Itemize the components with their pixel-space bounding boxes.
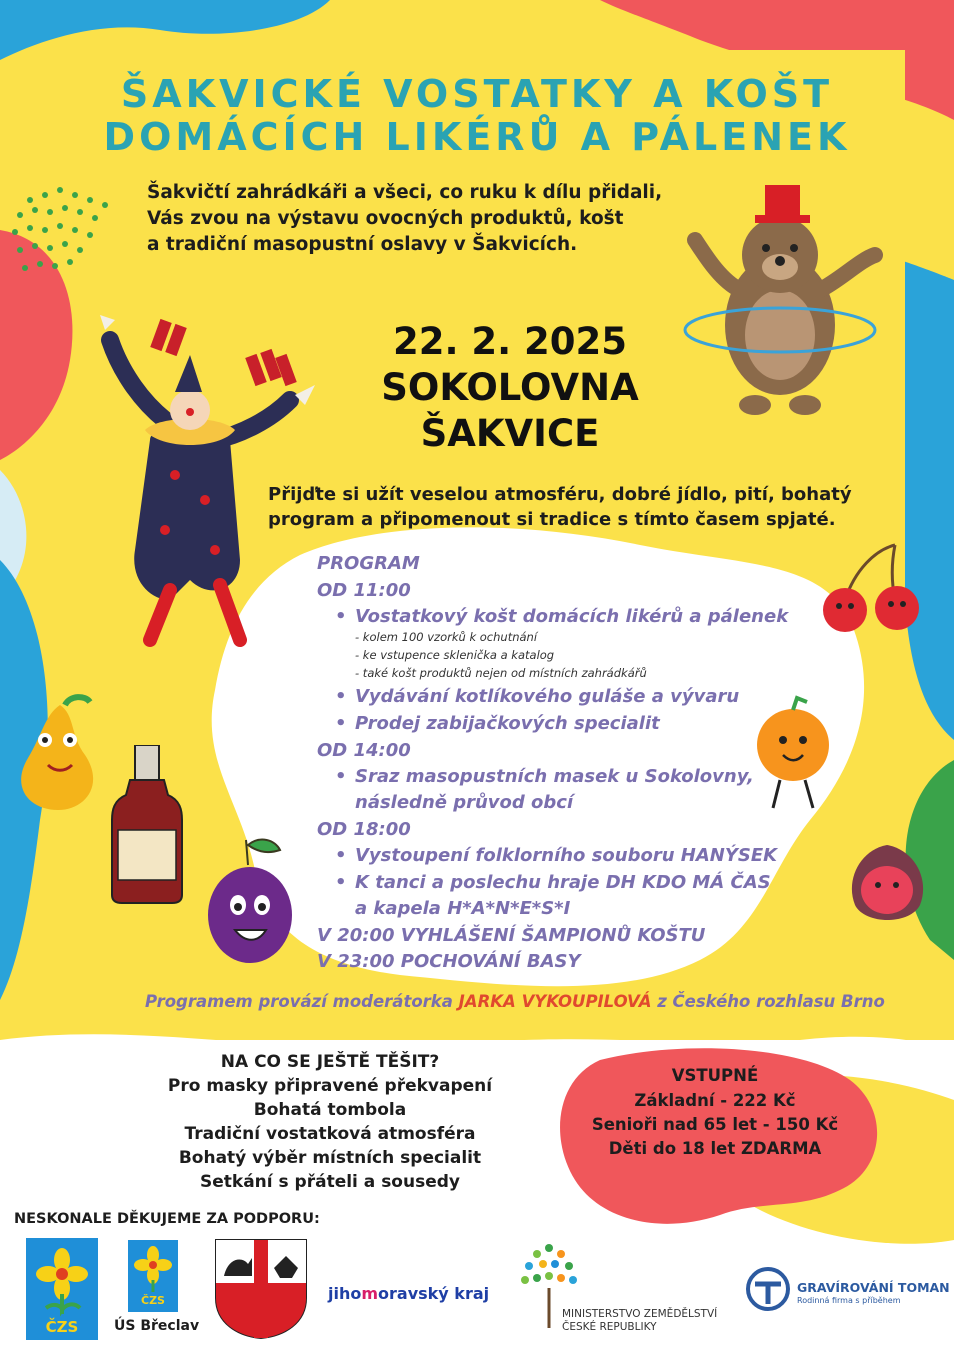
orange-illustration — [735, 690, 845, 820]
bottle-illustration — [108, 745, 186, 905]
coat-of-arms-logo — [214, 1238, 308, 1340]
toman-logo-icon — [745, 1266, 791, 1312]
sponsors-heading: NESKONALE DĚKUJEME ZA PODPORU: — [14, 1211, 320, 1227]
kraj-text-a: jiho — [328, 1284, 362, 1303]
extras-item: Tradiční vostatková atmosféra — [184, 1124, 476, 1144]
intro-line: Vás zvou na výstavu ovocných produktů, košt — [147, 208, 624, 229]
moderator-after: z Českého rozhlasu Brno — [651, 992, 885, 1011]
program-event: V 23:00 POCHOVÁNÍ BASY — [317, 951, 581, 972]
program-event: V 20:00 VYHLÁŠENÍ ŠAMPIONŮ KOŠTU — [317, 925, 706, 946]
program-subitem: - také košt produktů nejen od místních zahrádkářů — [355, 666, 647, 680]
graving-name: GRAVÍROVÁNÍ TOMAN — [797, 1280, 950, 1295]
kraj-text-b: m — [361, 1284, 379, 1303]
ministry-name-2: ČESKÉ REPUBLIKY — [562, 1321, 657, 1333]
kraj-text-c: oravský kraj — [378, 1284, 490, 1303]
event-town: ŠAKVICE — [420, 412, 600, 455]
extras-item: Pro masky připravené překvapení — [167, 1076, 493, 1096]
czs-small-label: ČZS — [141, 1294, 165, 1307]
jihomoravsky-kraj-logo — [328, 1284, 489, 1303]
intro-line: Šakvičtí zahrádkáři a všeci, co ruku k dílu přidali, — [147, 182, 663, 203]
event-date: 22. 2. 2025 — [392, 320, 628, 363]
program-subitem: - kolem 100 vzorků k ochutnání — [355, 630, 538, 644]
czs-logo — [26, 1238, 98, 1340]
extras-item: Bohatý výběr místních specialit — [178, 1148, 482, 1168]
program-time: OD 11:00 — [317, 580, 411, 601]
ministry-name-1: MINISTERSTVO ZEMĚDĚLSTVÍ — [562, 1308, 718, 1320]
fee-line: Senioři nad 65 let - 150 Kč — [591, 1115, 839, 1134]
fee-line: Základní - 222 Kč — [634, 1091, 796, 1110]
plum-illustration — [200, 835, 300, 970]
extras-heading: NA CO SE JEŠTĚ TĚŠIT? — [220, 1052, 440, 1072]
intro-text — [147, 180, 747, 258]
czs-logo-small — [128, 1240, 178, 1312]
us-breclav-label: ÚS Břeclav — [114, 1318, 200, 1334]
invite-text — [268, 482, 908, 532]
pear-illustration — [10, 690, 105, 815]
moderator-before: Programem provází moderátorka — [145, 992, 459, 1011]
flower-icon — [128, 1240, 178, 1294]
event-venue: SOKOLOVNA — [381, 366, 639, 409]
invite-line: program a připomenout si tradice s tímto časem spjaté. — [268, 509, 836, 530]
flower-icon — [26, 1238, 98, 1318]
graving-tagline: Rodinná firma s příběhem — [797, 1296, 901, 1305]
moderator-name: JARKA VYKOUPILOVÁ — [458, 992, 652, 1011]
moderator-line — [145, 992, 885, 1011]
bear-illustration — [680, 185, 890, 425]
program-time: OD 14:00 — [317, 740, 411, 761]
title-line-1: ŠAKVICKÉ VOSTATKY A KOŠT — [120, 72, 834, 116]
invite-line: Přijďte si užít veselou atmosféru, dobré jídlo, pití, bohatý — [268, 484, 852, 505]
program-item-continued: následně průvod obcí — [355, 792, 574, 813]
title-line-2: DOMÁCÍCH LIKÉRŮ A PÁLENEK — [103, 115, 851, 159]
program-time: OD 18:00 — [317, 819, 411, 840]
czs-label: ČZS — [45, 1318, 79, 1336]
program-item: • Sraz masopustních masek u Sokolovny, — [355, 766, 754, 787]
intro-line: a tradiční masopustní oslavy v Šakvicích. — [147, 234, 578, 255]
program-item: • Prodej zabijačkových specialit — [355, 713, 660, 734]
fees-heading: VSTUPNÉ — [671, 1066, 759, 1085]
program-item: • Vostatkový košt domácích likérů a pálenek — [355, 606, 788, 627]
program-item: • Vystoupení folklorního souboru HANÝSEK — [355, 845, 777, 866]
program-item: • K tanci a poslechu hraje DH KDO MÁ ČAS — [355, 872, 771, 893]
program-item-continued: a kapela H*A*N*E*S*I — [355, 898, 571, 919]
program-subitem: - ke vstupence sklenička a katalog — [355, 648, 555, 662]
extras-item: Bohatá tombola — [253, 1100, 407, 1120]
fee-line: Děti do 18 let ZDARMA — [608, 1139, 822, 1158]
fig-illustration — [840, 835, 935, 930]
program-item: • Vydávání kotlíkového guláše a vývaru — [355, 686, 739, 707]
cherries-illustration — [815, 540, 925, 660]
program-heading: PROGRAM — [317, 553, 420, 574]
extras-item: Setkání s přáteli a sousedy — [199, 1172, 460, 1192]
